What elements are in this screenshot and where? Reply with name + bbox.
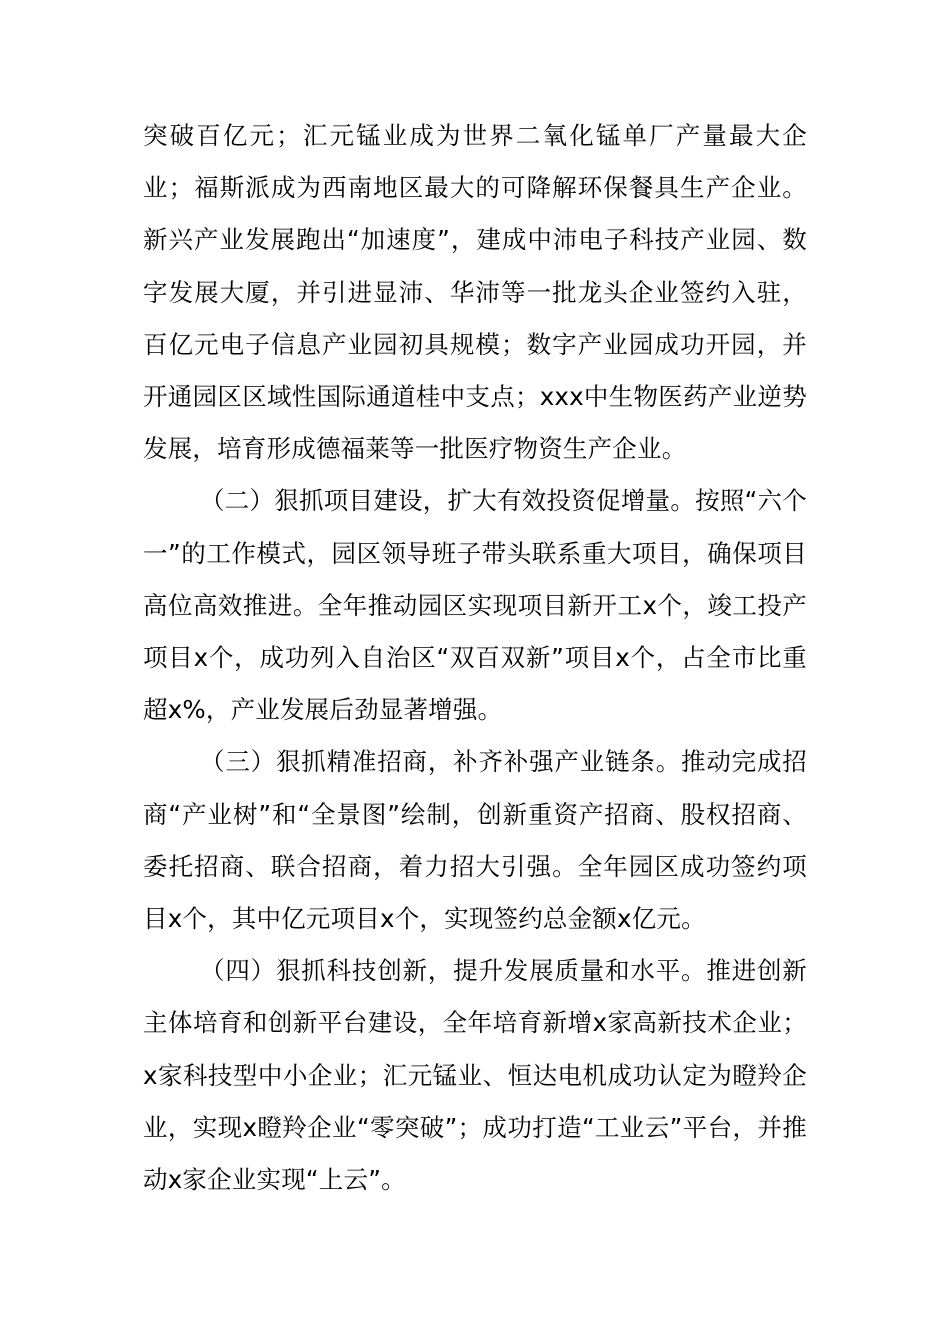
paragraph-tech-innovation: （四）狠抓科技创新，提升发展质量和水平。推进创新主体培育和创新平台建设，全年培育新增x家高新技术企业；x家科技型中小企业；汇元锰业、恒达电机成功认定为瞪羚企业，实现x瞪羚企业“零突破”；成功打造“工业云”平台，并推动x家企业实现“上云”。 [143,956,807,1195]
document-body [143,110,807,1206]
paragraph-project-construction: （二）狠抓项目建设，扩大有效投资促增量。按照“六个一”的工作模式，园区领导班子带头联系重大项目，确保项目高位高效推进。全年推动园区实现项目新开工x个，竣工投产项目x个，成功列入自治区“双百双新”项目x个，占全市比重超x%，产业发展后劲显著增强。 [143,486,807,725]
paragraph-investment-attraction: （三）狠抓精准招商，补齐补强产业链条。推动完成招商“产业树”和“全景图”绘制，创新重资产招商、股权招商、委托招商、联合招商，着力招大引强。全年园区成功签约项目x个，其中亿元项目x个，实现签约总金额x亿元。 [143,747,807,934]
paragraph-continued-industry: 突破百亿元；汇元锰业成为世界二氧化锰单厂产量最大企业；福斯派成为西南地区最大的可降解环保餐具生产企业。新兴产业发展跑出“加速度”，建成中沛电子科技产业园、数字发展大厦，并引进显沛、华沛等一批龙头企业签约入驻，百亿元电子信息产业园初具规模；数字产业园成功开园，并开通园区区域性国际通道桂中支点；xxx中生物医药产业逆势发展，培育形成德福莱等一批医疗物资生产企业。 [143,121,807,464]
